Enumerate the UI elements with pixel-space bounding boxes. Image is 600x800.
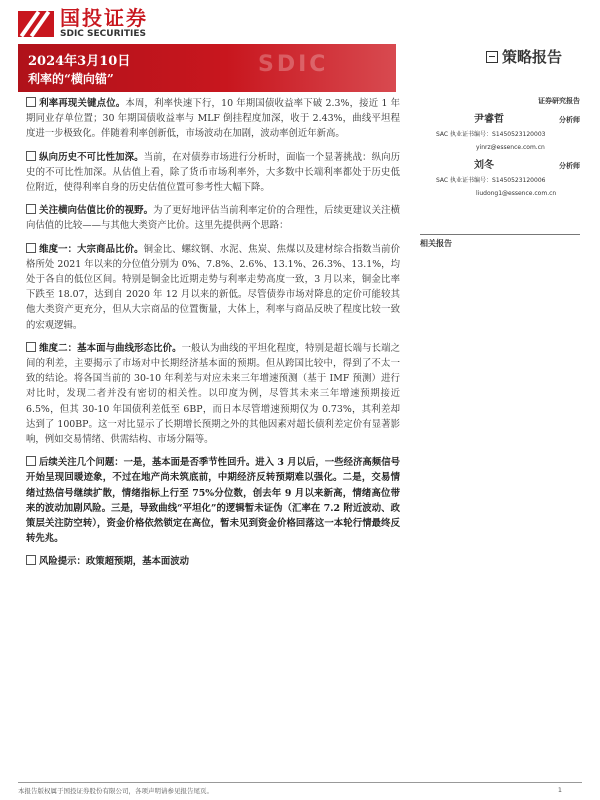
banner-watermark: SDIC [258, 52, 329, 77]
analyst-role: 分析师 [559, 162, 580, 170]
analyst-cert: SAC 执业证书编号：S1450523120003 [436, 131, 546, 138]
paragraph-5: 维度二：基本面与曲线形态比价。一般认为曲线的平坦化程度，特别是超长端与长端之间的利差，主要揭示了市场对中长期经济基本面的预期。但从跨国比较中，得到了不太一致的结论。将各国当前的 30-10 年利差与对应未来三年增速预测（基于 IMF 预测）进行对比时，发现二者并没有密切的相关性。以印度为例，尽管其未来三年增速预期接近 6.5%，但其 30-10 年国债利差低至 6BP，而日本尽管增速预期仅为 0.73%，其利差却达到了 100BP。这一对比显示了长期增长预期之外的其他因素对超长债利差定价有显著影响，例如交易情绪、供需结构、市场分隔等。 [26, 342, 400, 446]
bullet-icon [26, 243, 36, 253]
footer-divider [18, 782, 582, 783]
brand-name-en: SDIC SECURITIES [60, 29, 146, 39]
report-type [486, 46, 562, 67]
related-reports-title: 相关报告 [420, 234, 580, 249]
risk-warning: 风险提示：政策超预期，基本面波动 [26, 554, 400, 569]
bullet-icon [26, 97, 36, 107]
analyst-name: 尹睿哲 [474, 114, 504, 125]
analyst-cert: SAC 执业证书编号：S1450523120006 [436, 177, 546, 184]
paragraph-2: 纵向历史不可比性加深。当前，在对债券市场进行分析时，面临一个显著挑战：纵向历史的不可比性加深。从估值上看，除了货币市场利率外，大多数中长端利率都处于历史低位附近，使得利率自身的历史估值位置可参考性大幅下降。 [26, 151, 400, 194]
report-box-icon [486, 51, 498, 63]
brand-name-cn: 国投证券 [60, 6, 148, 30]
header-banner [18, 44, 396, 92]
analyst-email[interactable]: liudong1@essence.com.cn [476, 190, 557, 197]
analyst-name: 刘冬 [474, 160, 494, 171]
sidebar-label: 证券研究报告 [538, 97, 580, 105]
paragraph-3: 关注横向估值比价的视野。为了更好地评估当前利率定价的合理性，后续更建议关注横向估值的比较——与其他大类资产比价。这里先提供两个思路： [26, 205, 400, 232]
report-date: 2024年3月10日 [28, 54, 131, 69]
paragraph-1: 利率再现关键点位。本周，利率快速下行，10 年期国债收益率下破 2.3%，接近 1 年期同业存单位置；30 年期国债收益率与 MLF 倒挂程度加深，收于 2.43%，曲线平坦程度进一步极致化。伴随着利率创新低，市场波动在加剧，波动率创近年新高。 [26, 98, 400, 140]
analyst-2 [420, 156, 580, 197]
analyst-email[interactable]: yinrz@essence.com.cn [476, 144, 545, 151]
report-subtitle: 利率的“横向锚” [28, 72, 114, 86]
bullet-icon [26, 555, 36, 565]
report-type-label: 策略报告 [502, 48, 563, 66]
paragraph-4: 维度一：大宗商品比价。铜金比、螺纹钢、水泥、焦炭、焦煤以及建材综合指数当前价格所处 2021 年以来的分位值分别为 0%、7.8%、2.6%、13.1%、26.3%、13.1%，均处于各自的低位区间。特别是铜金比近期走势与利率走势高度一致，3 月以来，铜金比率下跌至 18.07，达到自 2020 年 12 月以来的新低。尽管债券市场对降息的定价可能较其他大类资产更充分，但从大宗商品的位置衡量，大体上，利率与商品反映了程度比较一致的宏观逻辑。 [26, 243, 400, 331]
main-content [26, 96, 400, 578]
bullet-icon [26, 151, 36, 161]
paragraph-6: 后续关注几个问题：一是，基本面是否季节性回升。进入 3 月以后，一些经济高频信号开始呈现回暖迹象，不过在地产尚未筑底前，中期经济反转预期难以强化。二是，交易情绪过热信号继续扩散，情绪指标上行至 75%分位数，创去年 9 月以来新高，情绪高位带来的波动加剧风险。三是，导致曲线“平坦化”的逻辑暂未证伪（汇率在 7.2 附近波动、政策层关注防空转），资金价格依然锁定在高位，暂未见到资金价格回落这一本轮行情最终反转先兆。 [26, 457, 400, 545]
analyst-1 [420, 110, 580, 151]
brand-mark-icon [18, 11, 54, 37]
footer-disclaimer: 本报告版权属于国投证券股份有限公司，各项声明请参见报告尾页。 [18, 787, 213, 795]
brand-logo [18, 8, 148, 39]
page-number: 1 [557, 786, 562, 794]
bullet-icon [26, 456, 36, 466]
bullet-icon [26, 342, 36, 352]
bullet-icon [26, 204, 36, 214]
analyst-role: 分析师 [559, 116, 580, 124]
